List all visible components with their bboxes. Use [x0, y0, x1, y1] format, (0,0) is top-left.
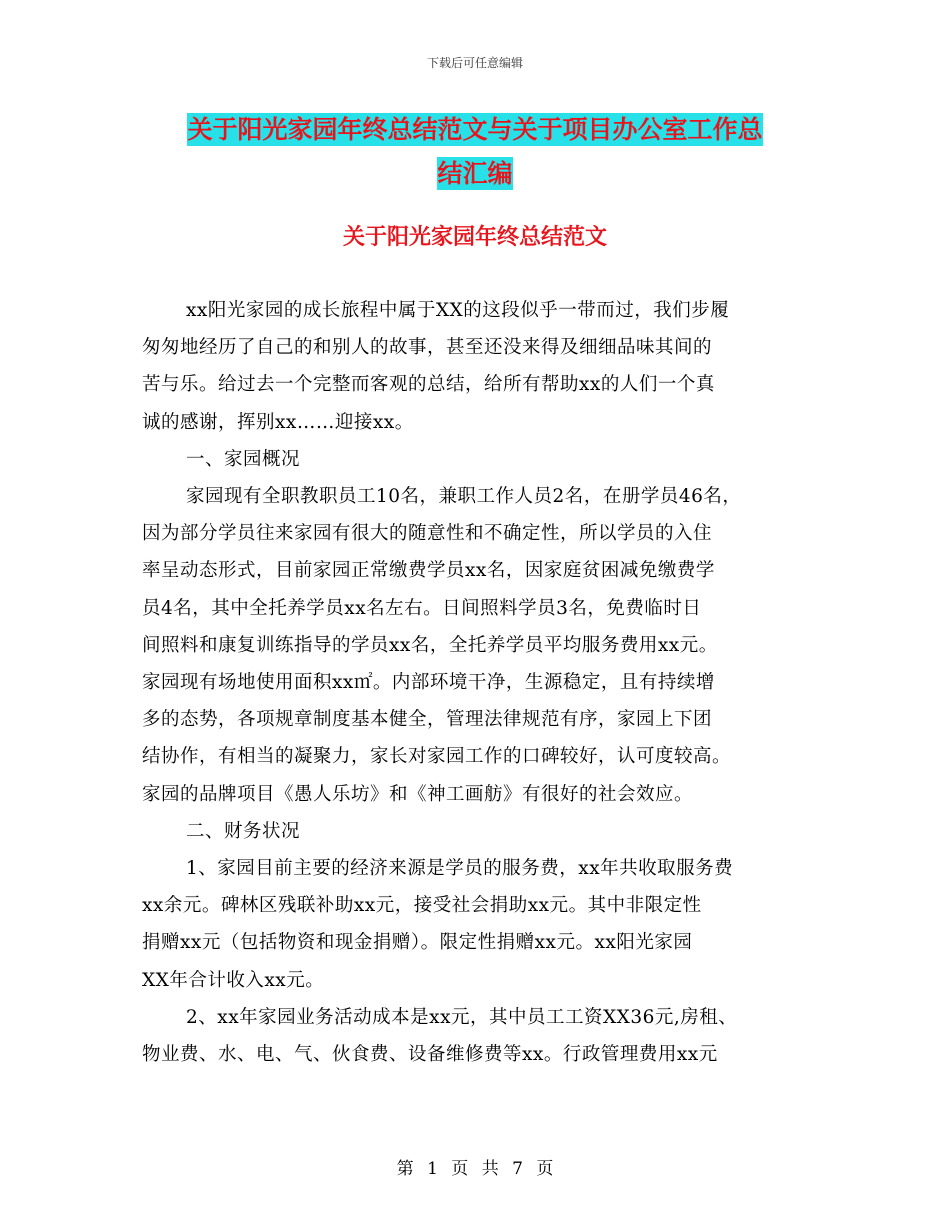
body-line: 匆匆地经历了自己的和别人的故事，甚至还没来得及细细品味其间的: [142, 337, 713, 359]
body-line: 诚的感谢，挥别xx……迎接xx。: [142, 411, 414, 433]
body-line: 多的态势，各项规章制度基本健全，管理法律规范有序，家园上下团: [142, 709, 713, 731]
body-line: 因为部分学员往来家园有很大的随意性和不确定性，所以学员的入住: [142, 523, 713, 545]
body-line: 家园现有全职教职员工10名，兼职工作人员2名，在册学员46名，: [186, 486, 742, 508]
page-footer: 第 1 页 共 7 页: [396, 1159, 554, 1179]
body-line: 物业费、水、电、气、伙食费、设备维修费等xx。行政管理费用xx元: [142, 1044, 718, 1066]
body-line: 捐赠xx元（包括物资和现金捐赠）。限定性捐赠xx元。xx阳光家园: [142, 932, 693, 954]
body-line: 间照料和康复训练指导的学员xx名，全托养学员平均服务费用xx元。: [142, 634, 718, 656]
body-line: 2、xx年家园业务活动成本是xx元，其中员工工资XX36元,房租、: [186, 1006, 738, 1028]
body-line: 率呈动态形式，目前家园正常缴费学员xx名，因家庭贫困减免缴费学: [142, 560, 715, 582]
body-line: 苦与乐。给过去一个完整而客观的总结，给所有帮助xx的人们一个真: [142, 374, 715, 396]
body-text: [142, 292, 812, 1073]
section-heading: 二、财务状况: [186, 820, 301, 842]
body-line: XX年合计收入xx元。: [142, 969, 325, 991]
title-highlight: 结汇编: [437, 159, 513, 188]
body-line: 员4名，其中全托养学员xx名左右。日间照料学员3名，免费临时日: [142, 597, 702, 619]
body-line: xx余元。碑林区残联补助xx元，接受社会捐助xx元。其中非限定性: [142, 895, 702, 917]
body-line: 结协作，有相当的凝聚力，家长对家园工作的口碑较好，认可度较高。: [142, 746, 732, 768]
body-line: xx阳光家园的成长旅程中属于XX的这段似乎一带而过，我们步履: [186, 300, 730, 321]
document-title-line-1: [0, 108, 950, 152]
section-heading: 一、家园概况: [186, 448, 301, 470]
body-line: 家园现有场地使用面积xx㎡。内部环境干净，生源稳定，且有持续增: [142, 672, 715, 694]
body-line: 家园的品牌项目《愚人乐坊》和《神工画舫》有很好的社会效应。: [142, 783, 694, 805]
section-title: 关于阳光家园年终总结范文: [342, 224, 607, 250]
header-note: 下载后可任意编辑: [426, 56, 523, 70]
body-line: 1、家园目前主要的经济来源是学员的服务费，xx年共收取服务费: [186, 858, 734, 880]
document-title-line-2: [0, 152, 950, 196]
title-highlight: 关于阳光家园年终总结范文与关于项目办公室工作总: [187, 115, 763, 144]
